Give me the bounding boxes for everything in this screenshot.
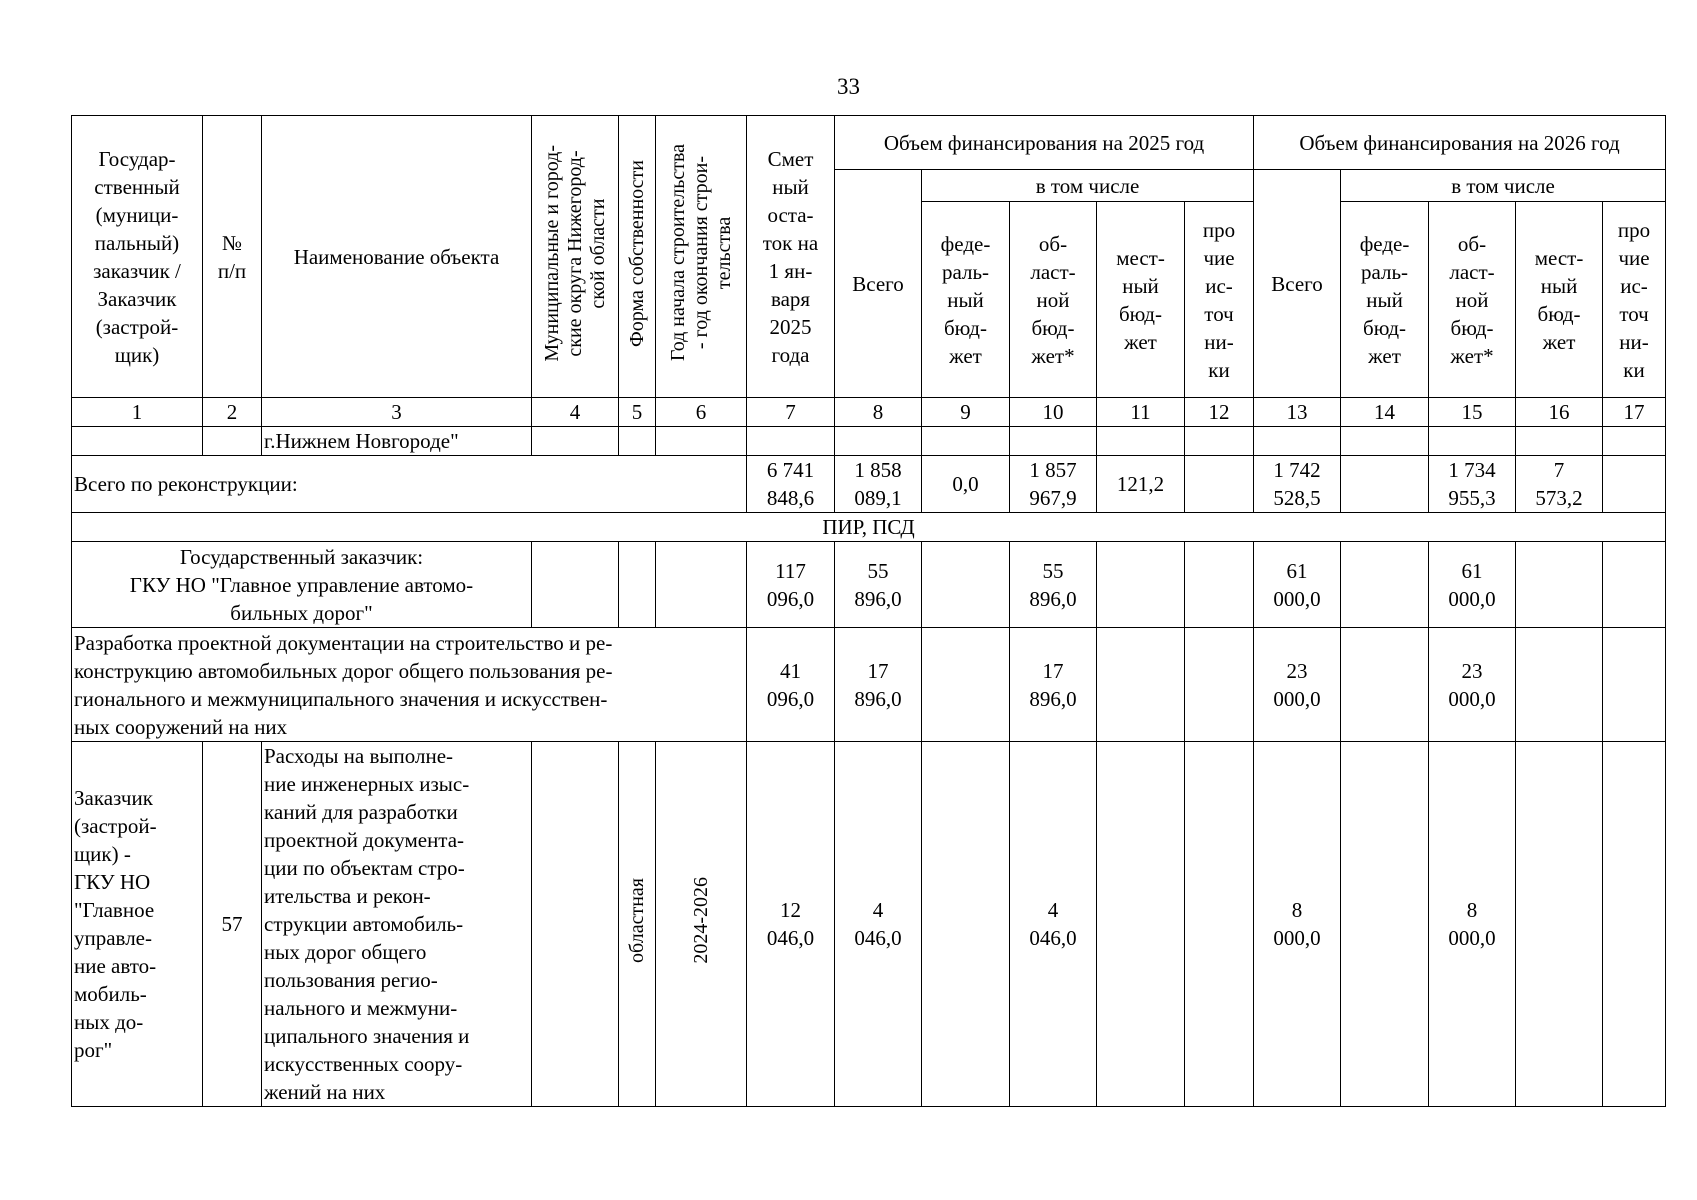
col-num: 1 [72,398,203,427]
col-num: 7 [747,398,835,427]
header-number: № п/п [203,116,262,398]
item57-ownership-text: областная [625,878,648,963]
item57-years [656,742,747,1107]
section-row [72,513,1666,542]
financing-table [71,115,1666,1107]
header-2026-regional: об- ласт- ной бюд- жет* [1429,202,1516,398]
header-2026-federal: феде- раль- ный бюд- жет [1341,202,1429,398]
col-num: 5 [619,398,656,427]
item57-c8: 4 046,0 [835,742,922,1107]
col-num: 16 [1516,398,1603,427]
header-2025: Объем финансирования на 2025 год [835,116,1254,170]
program-c15: 23 000,0 [1429,628,1516,742]
col-num: 13 [1254,398,1341,427]
col-num: 9 [922,398,1010,427]
col-num: 2 [203,398,262,427]
header-customer: Государ- ственный (муници- пальный) заказчик / Заказчик (застрой- щик) [72,116,203,398]
item57-c13: 8 000,0 [1254,742,1341,1107]
col-num: 4 [532,398,619,427]
program-row [72,628,1666,742]
header-estimate: Смет ный оста- ток на 1 ян- варя 2025 года [747,116,835,398]
header-years-text: Год начала строительства - год окончания строи- тельства [666,144,735,362]
program-label: Разработка проектной документации на строительство и ре- конструкцию автомобильных дорог общего пользования ре- гионального и межмуниципального значения и искусствен- ных сооружений на них [72,628,747,742]
item57-number: 57 [203,742,262,1107]
item57-years-text: 2024-2026 [689,877,712,964]
header-2025-regional: об- ласт- ной бюд- жет* [1010,202,1097,398]
col-num: 17 [1603,398,1666,427]
reconstruction-total-row [72,456,1666,513]
customer-c7: 117 096,0 [747,542,835,628]
header-years [656,116,747,398]
item57-c7: 12 046,0 [747,742,835,1107]
header-2025-total: Всего [835,170,922,398]
section-title: ПИР, ПСД [72,513,1666,542]
col-num: 14 [1341,398,1429,427]
page-number: 33 [837,74,860,99]
col-num: 12 [1185,398,1254,427]
col-num: 15 [1429,398,1516,427]
col-num: 11 [1097,398,1185,427]
header-row-1 [72,116,1666,170]
reconstruction-total-c11: 121,2 [1097,456,1185,513]
program-c7: 41 096,0 [747,628,835,742]
program-c8: 17 896,0 [835,628,922,742]
column-number-row [72,398,1666,427]
col-num: 6 [656,398,747,427]
header-object-name: Наименование объекта [262,116,532,398]
customer-label: Государственный заказчик: ГКУ НО "Главное управление автомо- бильных дорог" [72,542,532,628]
header-2026: Объем финансирования на 2026 год [1254,116,1666,170]
customer-c8: 55 896,0 [835,542,922,628]
header-districts [532,116,619,398]
col-num: 10 [1010,398,1097,427]
item57-ownership [619,742,656,1107]
customer-c15: 61 000,0 [1429,542,1516,628]
program-c13: 23 000,0 [1254,628,1341,742]
header-2026-total: Всего [1254,170,1341,398]
header-2026-including: в том числе [1341,170,1666,202]
header-2025-including: в том числе [922,170,1254,202]
header-ownership-text: Форма собственности [625,159,648,347]
table-row [72,742,1666,1107]
reconstruction-total-c10: 1 857 967,9 [1010,456,1097,513]
header-2026-local: мест- ный бюд- жет [1516,202,1603,398]
reconstruction-total-c13: 1 742 528,5 [1254,456,1341,513]
header-2025-federal: феде- раль- ный бюд- жет [922,202,1010,398]
item57-c15: 8 000,0 [1429,742,1516,1107]
program-c10: 17 896,0 [1010,628,1097,742]
header-2025-other: про чие ис- точ ни- ки [1185,202,1254,398]
table-row [72,427,1666,456]
reconstruction-total-c8: 1 858 089,1 [835,456,922,513]
continuation-name: г.Нижнем Новгороде" [262,427,532,456]
reconstruction-total-c9: 0,0 [922,456,1010,513]
reconstruction-total-c16: 7 573,2 [1516,456,1603,513]
reconstruction-total-c7: 6 741 848,6 [747,456,835,513]
header-2026-other: про чие ис- точ ни- ки [1603,202,1666,398]
item57-c10: 4 046,0 [1010,742,1097,1107]
header-districts-text: Муниципальные и город- ские округа Нижегород- ской области [540,144,609,362]
header-2025-local: мест- ный бюд- жет [1097,202,1185,398]
reconstruction-total-label: Всего по реконструкции: [72,456,747,513]
col-num: 3 [262,398,532,427]
item57-customer: Заказчик (застрой- щик) - ГКУ НО "Главное управле- ние авто- мобиль- ных до- рог" [72,742,203,1107]
header-ownership [619,116,656,398]
col-num: 8 [835,398,922,427]
customer-row [72,542,1666,628]
customer-c13: 61 000,0 [1254,542,1341,628]
customer-c10: 55 896,0 [1010,542,1097,628]
reconstruction-total-c15: 1 734 955,3 [1429,456,1516,513]
item57-name: Расходы на выполне- ние инженерных изыс- каний для разработки проектной документа- ции по объектам стро- ительства и рекон- струкции автомобиль- ных дорог общего пользования регио- нального и межмуни- ципального значения и искусственных соору- жений на них [262,742,532,1107]
